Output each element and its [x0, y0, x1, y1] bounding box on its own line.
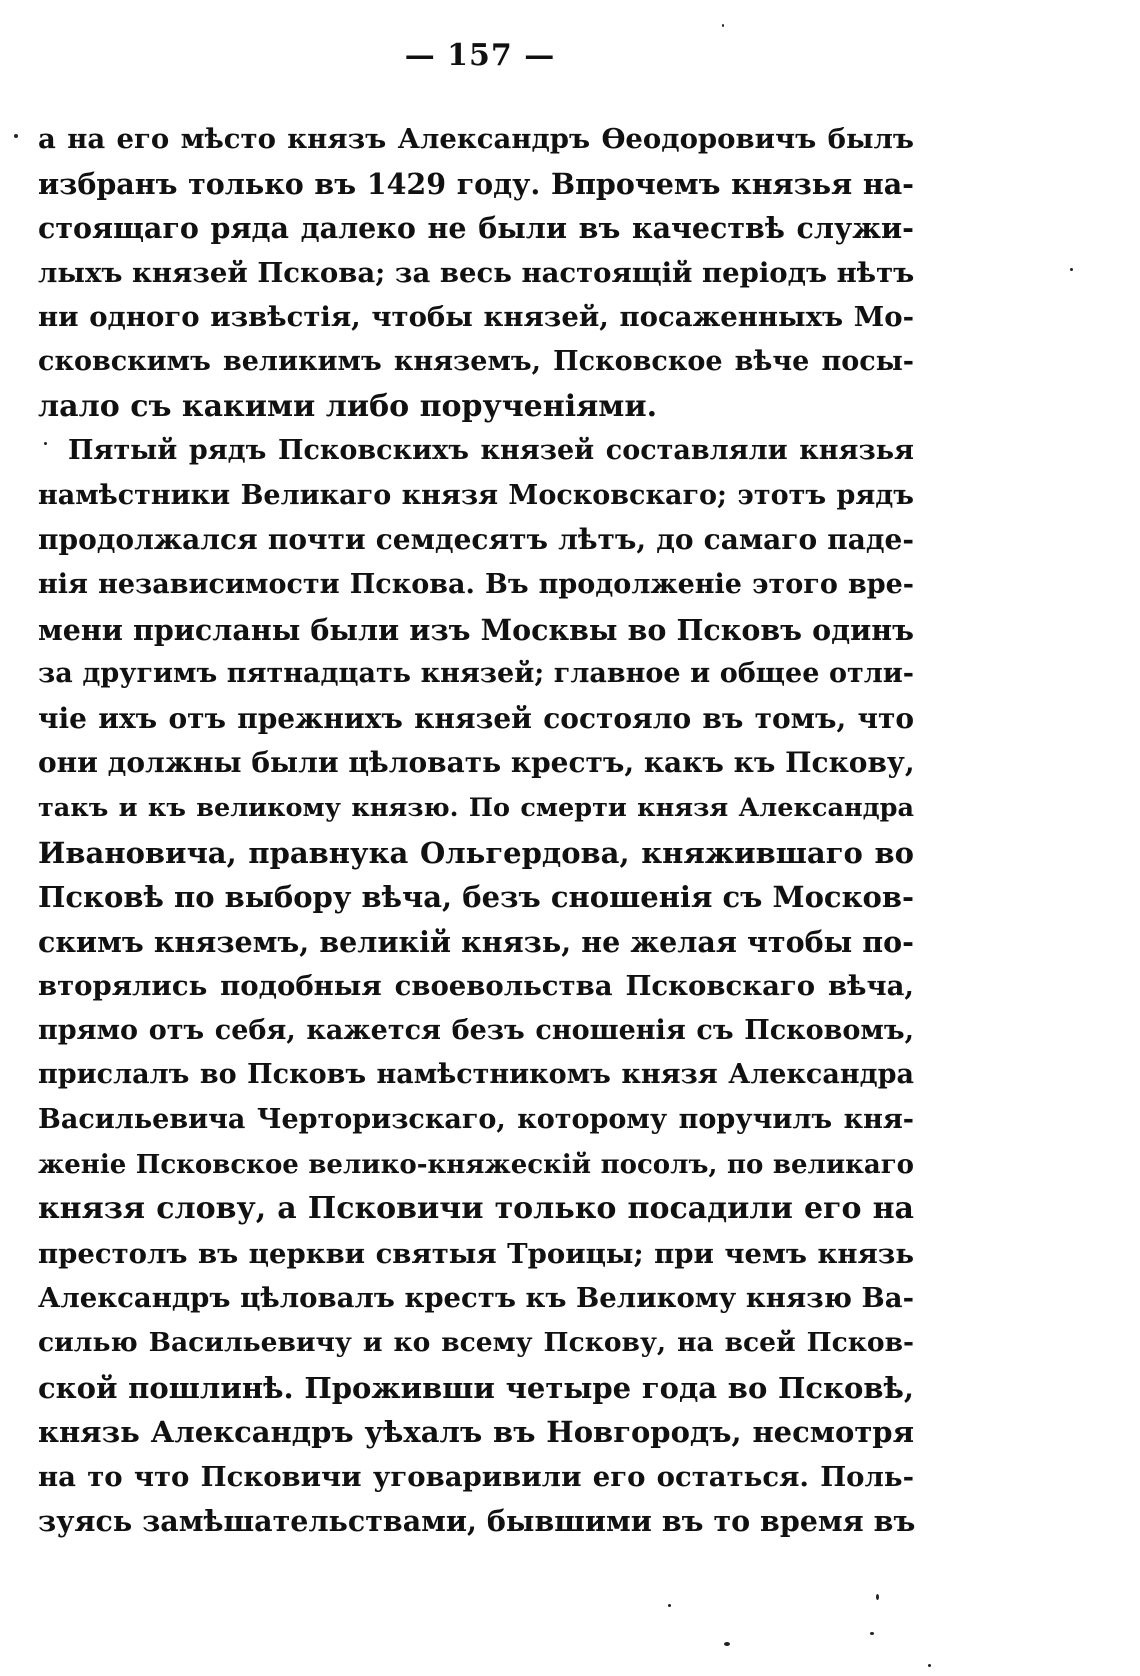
scan-speck — [870, 1632, 874, 1635]
text-line: вторялись подобныя своевольства Псковскаго вѣча, — [38, 970, 914, 1003]
text-line: силью Васильевичу и ко всему Пскову, на всей Псков- — [38, 1327, 914, 1359]
text-line: Псковѣ по выбору вѣча, безъ сношенія съ Москов- — [38, 880, 915, 915]
text-line: престолъ въ церкви святыя Троицы; при чемъ князь — [38, 1237, 914, 1270]
text-line: избранъ только въ 1429 году. Впрочемъ князья на- — [38, 166, 914, 201]
text-line: лыхъ князей Пскова; за весь настоящій періодъ нѣтъ — [38, 256, 915, 289]
text-line: князя слову, а Псковичи только посадили его на — [38, 1191, 914, 1227]
scan-speck — [928, 1664, 931, 1667]
body-text — [38, 117, 914, 1544]
text-line: князь Александръ уѣхалъ въ Новгородъ, несмотря — [38, 1415, 914, 1450]
text-line: сковскимъ великимъ княземъ, Псковское вѣче посы- — [38, 345, 914, 377]
text-line: скимъ княземъ, великій князь, не желая чтобы по- — [38, 924, 914, 959]
text-line: намѣстники Великаго князя Московскаго; этотъ рядъ — [38, 479, 914, 511]
text-line: ской пошлинѣ. Проживши четыре года во Псковѣ, — [38, 1370, 914, 1405]
text-line: продолжался почти семдесятъ лѣтъ, до самаго паде- — [38, 523, 914, 557]
scan-speck — [44, 442, 47, 445]
text-line: на то что Псковичи уговаривили его остаться. Поль- — [38, 1460, 914, 1493]
text-line: прямо отъ себя, кажется безъ сношенія съ Псковомъ, — [38, 1014, 914, 1046]
text-line: они должны были цѣловать крестъ, какъ къ Пскову, — [38, 746, 915, 780]
text-line: женіе Псковское велико-княжескій посолъ, по великаго — [38, 1149, 914, 1180]
text-line: мени присланы были изъ Москвы во Псковъ одинъ — [38, 612, 914, 647]
scan-speck — [668, 1604, 671, 1607]
text-line: такъ и къ великому князю. По смерти князя Александра — [38, 792, 914, 823]
text-line: нія независимости Пскова. Въ продолженіе этого вре- — [38, 568, 914, 600]
text-line: Ивановича, правнука Ольгердова, княжившаго во — [38, 835, 914, 870]
text-line: чіе ихъ отъ прежнихъ князей состояло въ томъ, что — [38, 701, 914, 735]
text-line: за другимъ пятнадцать князей; главное и общее отли- — [38, 658, 914, 690]
text-line: Васильевича Черторизскаго, которому поручилъ кня- — [38, 1104, 914, 1136]
scan-speck — [722, 24, 724, 27]
text-line: а на его мѣсто князъ Александръ Өеодоровичъ былъ — [38, 123, 914, 155]
text-line: лало съ какими либо порученіями. — [38, 388, 658, 424]
text-line: ни одного извѣстія, чтобы князей, посаженныхъ Мо- — [38, 301, 914, 334]
text-line: стоящаго ряда далеко не были въ качествѣ служи- — [38, 211, 914, 246]
scan-speck — [1070, 268, 1073, 271]
scan-speck — [724, 1642, 730, 1646]
scan-speck — [14, 134, 18, 138]
text-line: прислалъ во Псковъ намѣстникомъ князя Александра — [38, 1059, 914, 1091]
text-line: зуясь замѣшательствами, бывшими въ то время въ — [38, 1504, 916, 1539]
text-line: Александръ цѣловалъ крестъ къ Великому князю Ва- — [38, 1282, 914, 1315]
page-number: — 157 — — [404, 38, 556, 73]
text-line: Пятый рядъ Псковскихъ князей составляли князья — [68, 435, 914, 467]
scan-speck — [876, 1594, 879, 1600]
